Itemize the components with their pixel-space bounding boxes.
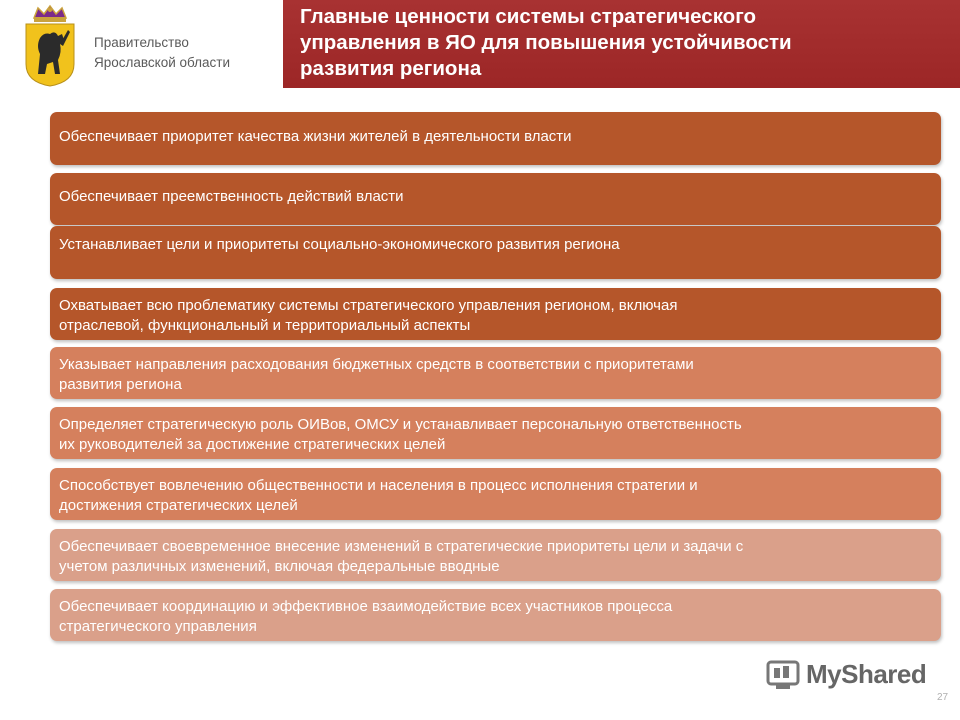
value-item-line: учетом различных изменений, включая федеральные вводные <box>59 558 500 575</box>
value-item-line: развития региона <box>59 376 182 393</box>
coat-of-arms-icon <box>22 4 78 88</box>
value-item-line: отраслевой, функциональный и территориальный аспекты <box>59 317 471 334</box>
value-item-line: Определяет стратегическую роль ОИВов, ОМСУ и устанавливает персональную ответственность <box>59 416 742 433</box>
value-item-line: Обеспечивает преемственность действий власти <box>59 188 404 205</box>
value-item <box>50 112 941 165</box>
org-line-1: Правительство <box>94 35 189 50</box>
value-item <box>50 226 941 279</box>
value-item-line: стратегического управления <box>59 618 257 635</box>
value-item-line: Охватывает всю проблематику системы стратегического управления регионом, включая <box>59 297 678 314</box>
value-item-line: Обеспечивает своевременное внесение изменений в стратегические приоритеты цели и задачи с <box>59 538 744 555</box>
value-item-line: Указывает направления расходования бюджетных средств в соответствии с приоритетами <box>59 356 694 373</box>
title-line-1: Главные ценности системы стратегического <box>300 5 756 28</box>
value-item <box>50 529 941 581</box>
value-item-line: Способствует вовлечению общественности и населения в процесс исполнения стратегии и <box>59 477 698 494</box>
watermark-text: MyShared <box>806 659 927 689</box>
value-item <box>50 173 941 225</box>
org-line-2: Ярославской области <box>94 55 231 70</box>
value-item <box>50 347 941 399</box>
page-number: 27 <box>937 692 949 703</box>
value-item-line: их руководителей за достижение стратегических целей <box>59 436 446 453</box>
value-item-line: достижения стратегических целей <box>59 497 298 514</box>
value-item-line: Обеспечивает приоритет качества жизни жителей в деятельности власти <box>59 128 572 145</box>
organization-name <box>94 33 264 73</box>
value-item <box>50 288 941 340</box>
title-line-2: управления в ЯО для повышения устойчивости <box>300 31 792 54</box>
value-item <box>50 407 941 459</box>
title-line-3: развития региона <box>300 57 482 80</box>
value-item <box>50 468 941 520</box>
value-item-line: Обеспечивает координацию и эффективное взаимодействие всех участников процесса <box>59 598 673 615</box>
value-item-line: Устанавливает цели и приоритеты социально-экономического развития региона <box>59 236 620 253</box>
slide-title <box>300 4 940 82</box>
value-item <box>50 589 941 641</box>
